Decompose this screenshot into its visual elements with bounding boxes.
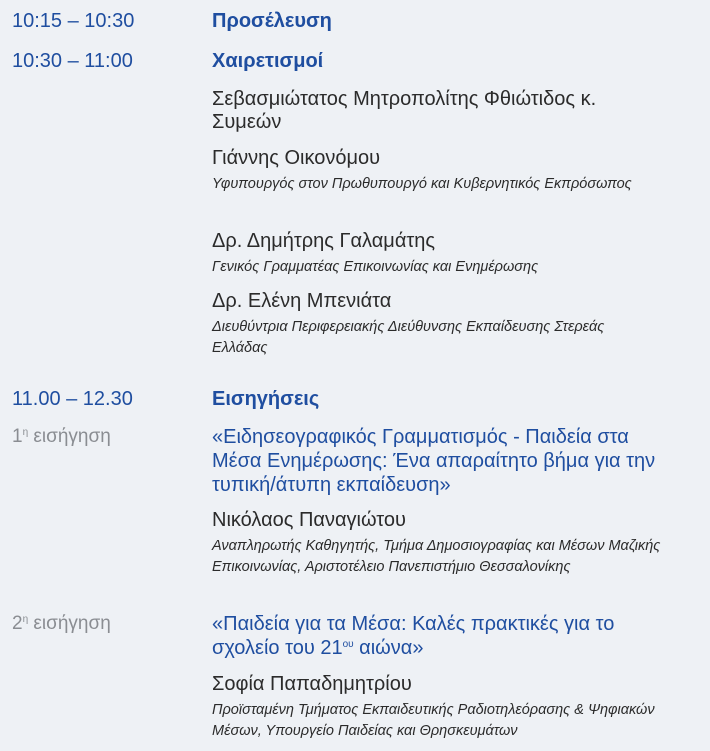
speaker-name: Νικόλαος Παναγιώτου bbox=[212, 509, 406, 531]
greeting-item bbox=[212, 88, 632, 134]
speaker-role: Διευθύντρια Περιφερειακής Διεύθυνσης Εκπαίδευσης Στερεάς Ελλάδας bbox=[212, 319, 605, 356]
speaker-name: Δρ. Δημήτρης Γαλαμάτης bbox=[212, 230, 436, 252]
talk-title: «Ειδησεογραφικός Γραμματισμός - Παιδεία στα Μέσα Ενημέρωσης: Ένα απαραίτητο βήμα για την τυπική/άτυπη εκπαίδευση» bbox=[212, 426, 656, 496]
session-time: 10:30 – 11:00 bbox=[12, 50, 133, 72]
talk-number: $1^\eta$ εισήγηση bbox=[12, 426, 111, 447]
greeting-item bbox=[212, 230, 702, 278]
session-time: 10:15 – 10:30 bbox=[12, 10, 135, 32]
session-heading: Προσέλευση bbox=[212, 10, 332, 32]
speaker-role: Προϊσταμένη Τμήματος Εκπαιδευτικής Ραδιοτηλεόρασης & Ψηφιακών Μέσων, Υπουργείο Παιδείας και Θρησκευμάτων bbox=[212, 702, 655, 739]
speaker-role: Αναπληρωτής Καθηγητής, Τμήμα Δημοσιογραφίας και Μέσων Μαζικής Επικοινωνίας, Αριστοτέλειο Πανεπιστήμιο Θεσσαλονίκης bbox=[212, 538, 661, 575]
speaker-name: Δρ. Ελένη Μπενιάτα bbox=[212, 290, 392, 312]
talk-speaker bbox=[212, 509, 702, 578]
speaker-name: Γιάννης Οικονόμου bbox=[212, 147, 381, 169]
greeting-item bbox=[212, 290, 652, 359]
speaker-role: Υφυπουργός στον Πρωθυπουργό και Κυβερνητικός Εκπρόσωπος bbox=[212, 176, 632, 192]
greeting-item bbox=[212, 147, 632, 195]
talk-title: «Παιδεία για τα Μέσα: Καλές πρακτικές για το σχολείο του $21^{o\upsilon}$ αιώνα» bbox=[212, 613, 615, 659]
talk-speaker bbox=[212, 673, 702, 742]
session-heading: Εισηγήσεις bbox=[212, 388, 320, 410]
speaker-role: Γενικός Γραμματέας Επικοινωνίας και Ενημέρωσης bbox=[212, 259, 539, 275]
speaker-name: Σεβασμιώτατος Μητροπολίτης Φθιώτιδος κ. Συμεών bbox=[212, 88, 597, 133]
session-heading: Χαιρετισμοί bbox=[212, 50, 324, 72]
speaker-name: Σοφία Παπαδημητρίου bbox=[212, 673, 412, 695]
talk-number: $2^\eta$ εισήγηση bbox=[12, 613, 111, 634]
session-time: 11.00 – 12.30 bbox=[12, 388, 133, 410]
